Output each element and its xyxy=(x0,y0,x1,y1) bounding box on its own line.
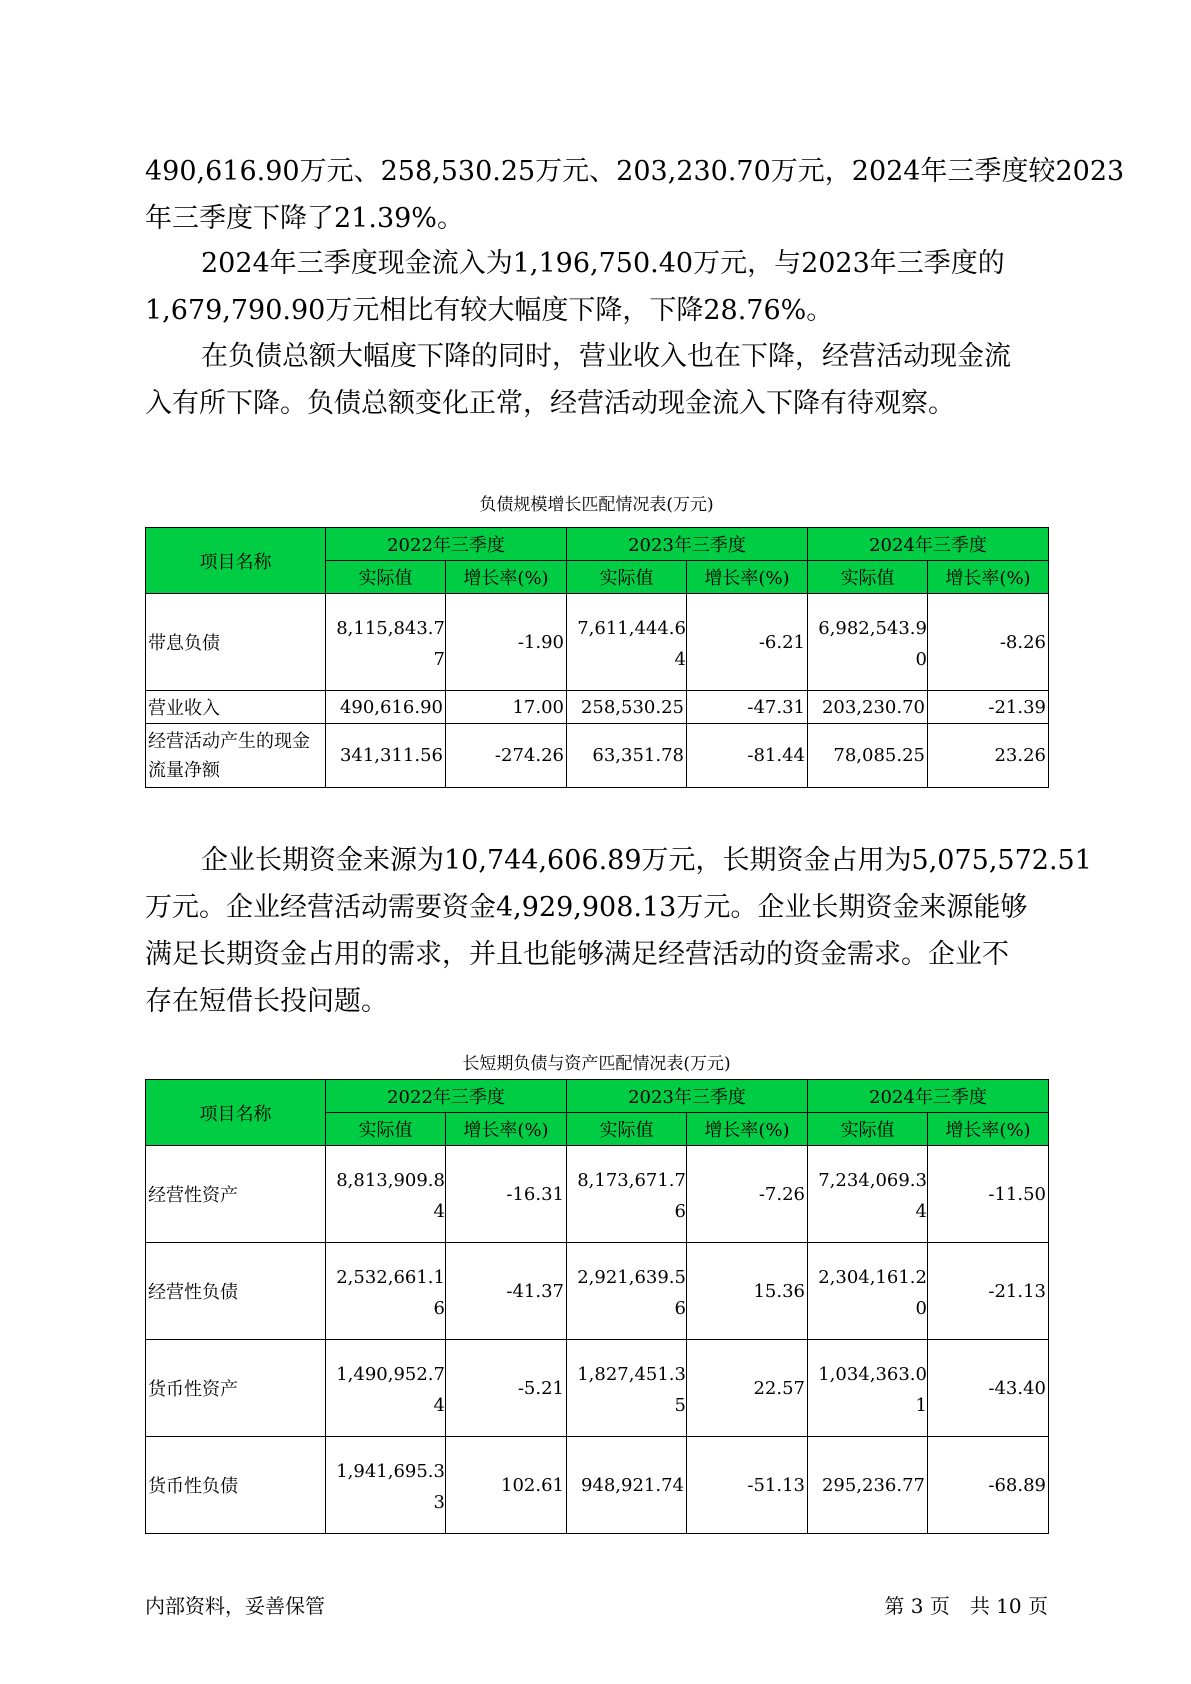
cell-value: 8,173,671.76 xyxy=(567,1146,687,1243)
period-header: 2023年三季度 xyxy=(567,1080,808,1113)
table-row xyxy=(146,1243,1049,1340)
cell-value: 1,827,451.35 xyxy=(567,1340,687,1437)
actual-value-header: 实际值 xyxy=(326,1113,446,1146)
cell-value: 203,230.70 xyxy=(808,691,928,724)
table-row xyxy=(146,1146,1049,1243)
period-header: 2024年三季度 xyxy=(808,1080,1049,1113)
cell-value: 6,982,543.90 xyxy=(808,594,928,691)
row-label: 经营性资产 xyxy=(146,1146,326,1243)
paragraph-2 xyxy=(145,240,1090,334)
cell-value: 948,921.74 xyxy=(567,1437,687,1534)
actual-value-header: 实际值 xyxy=(808,1113,928,1146)
actual-value-header: 实际值 xyxy=(808,561,928,594)
cell-value: -21.39 xyxy=(928,691,1049,724)
table-row xyxy=(146,1437,1049,1534)
paragraph-line: 在负债总额大幅度下降的同时，营业收入也在下降，经营活动现金流 xyxy=(201,341,1011,372)
actual-value-header: 实际值 xyxy=(326,561,446,594)
cell-value: 2,304,161.20 xyxy=(808,1243,928,1340)
cell-value: -47.31 xyxy=(687,691,808,724)
cell-value: 22.57 xyxy=(687,1340,808,1437)
table2-caption: 长短期负债与资产匹配情况表(万元) xyxy=(462,1054,731,1074)
paragraph-line: 万元。企业经营活动需要资金4,929,908.13万元。企业长期资金来源能够 xyxy=(145,892,1028,923)
footer-left: 内部资料，妥善保管 xyxy=(145,1594,325,1618)
cell-value: 78,085.25 xyxy=(808,724,928,788)
cell-value: -41.37 xyxy=(446,1243,567,1340)
growth-rate-header: 增长率(%) xyxy=(446,561,567,594)
row-label: 带息负债 xyxy=(146,594,326,691)
cell-value: -8.26 xyxy=(928,594,1049,691)
cell-value: 102.61 xyxy=(446,1437,567,1534)
paragraph-line: 入有所下降。负债总额变化正常，经营活动现金流入下降有待观察。 xyxy=(145,388,955,419)
cell-value: 258,530.25 xyxy=(567,691,687,724)
cell-value: -21.13 xyxy=(928,1243,1049,1340)
cell-value: -7.26 xyxy=(687,1146,808,1243)
row-label: 营业收入 xyxy=(146,691,326,724)
cell-value: -68.89 xyxy=(928,1437,1049,1534)
cell-value: -81.44 xyxy=(687,724,808,788)
row-label: 货币性资产 xyxy=(146,1340,326,1437)
cell-value: 1,941,695.33 xyxy=(326,1437,446,1534)
growth-rate-header: 增长率(%) xyxy=(446,1113,567,1146)
cell-value: 2,532,661.16 xyxy=(326,1243,446,1340)
paragraph-1 xyxy=(145,148,1125,242)
growth-rate-header: 增长率(%) xyxy=(687,561,808,594)
cell-value: 1,490,952.74 xyxy=(326,1340,446,1437)
row-label: 经营性负债 xyxy=(146,1243,326,1340)
paragraph-line: 490,616.90万元、258,530.25万元、203,230.70万元，2024年三季度较2023 xyxy=(145,156,1125,187)
cell-value: -43.40 xyxy=(928,1340,1049,1437)
growth-rate-header: 增长率(%) xyxy=(687,1113,808,1146)
debt-growth-table xyxy=(145,527,1049,788)
period-header: 2024年三季度 xyxy=(808,528,1049,561)
row-label: 货币性负债 xyxy=(146,1437,326,1534)
cell-value: 1,034,363.01 xyxy=(808,1340,928,1437)
asset-liability-table xyxy=(145,1079,1049,1534)
table-row xyxy=(146,724,1049,788)
cell-value: -6.21 xyxy=(687,594,808,691)
cell-value: 295,236.77 xyxy=(808,1437,928,1534)
cell-value: -16.31 xyxy=(446,1146,567,1243)
paragraph-line: 满足长期资金占用的需求，并且也能够满足经营活动的资金需求。企业不 xyxy=(145,939,1009,970)
growth-rate-header: 增长率(%) xyxy=(928,561,1049,594)
paragraph-3 xyxy=(145,333,1090,427)
paragraph-4 xyxy=(145,837,1090,1025)
growth-rate-header: 增长率(%) xyxy=(928,1113,1049,1146)
period-header: 2023年三季度 xyxy=(567,528,808,561)
period-header: 2022年三季度 xyxy=(326,1080,567,1113)
paragraph-line: 1,679,790.90万元相比有较大幅度下降，下降28.76%。 xyxy=(145,295,834,326)
cell-value: 2,921,639.56 xyxy=(567,1243,687,1340)
paragraph-line: 年三季度下降了21.39%。 xyxy=(145,203,464,234)
cell-value: -11.50 xyxy=(928,1146,1049,1243)
cell-value: -51.13 xyxy=(687,1437,808,1534)
actual-value-header: 实际值 xyxy=(567,561,687,594)
cell-value: 7,234,069.34 xyxy=(808,1146,928,1243)
cell-value: 8,813,909.84 xyxy=(326,1146,446,1243)
actual-value-header: 实际值 xyxy=(567,1113,687,1146)
cell-value: -274.26 xyxy=(446,724,567,788)
item-name-header: 项目名称 xyxy=(146,1080,326,1146)
paragraph-line: 2024年三季度现金流入为1,196,750.40万元，与2023年三季度的 xyxy=(201,248,1005,279)
table-row xyxy=(146,691,1049,724)
paragraph-line: 存在短借长投问题。 xyxy=(145,986,388,1017)
table-row xyxy=(146,594,1049,691)
table-row xyxy=(146,1340,1049,1437)
cell-value: -5.21 xyxy=(446,1340,567,1437)
row-label: 经营活动产生的现金流量净额 xyxy=(146,724,326,788)
footer-page-number: 第 3 页 共 10 页 xyxy=(884,1594,1048,1618)
cell-value: 15.36 xyxy=(687,1243,808,1340)
period-header: 2022年三季度 xyxy=(326,528,567,561)
cell-value: 341,311.56 xyxy=(326,724,446,788)
table1-caption: 负债规模增长匹配情况表(万元) xyxy=(479,495,714,515)
item-name-header: 项目名称 xyxy=(146,528,326,594)
cell-value: 17.00 xyxy=(446,691,567,724)
cell-value: 63,351.78 xyxy=(567,724,687,788)
cell-value: 8,115,843.77 xyxy=(326,594,446,691)
paragraph-line: 企业长期资金来源为10,744,606.89万元，长期资金占用为5,075,572.51 xyxy=(201,845,1092,876)
cell-value: -1.90 xyxy=(446,594,567,691)
cell-value: 23.26 xyxy=(928,724,1049,788)
cell-value: 490,616.90 xyxy=(326,691,446,724)
cell-value: 7,611,444.64 xyxy=(567,594,687,691)
